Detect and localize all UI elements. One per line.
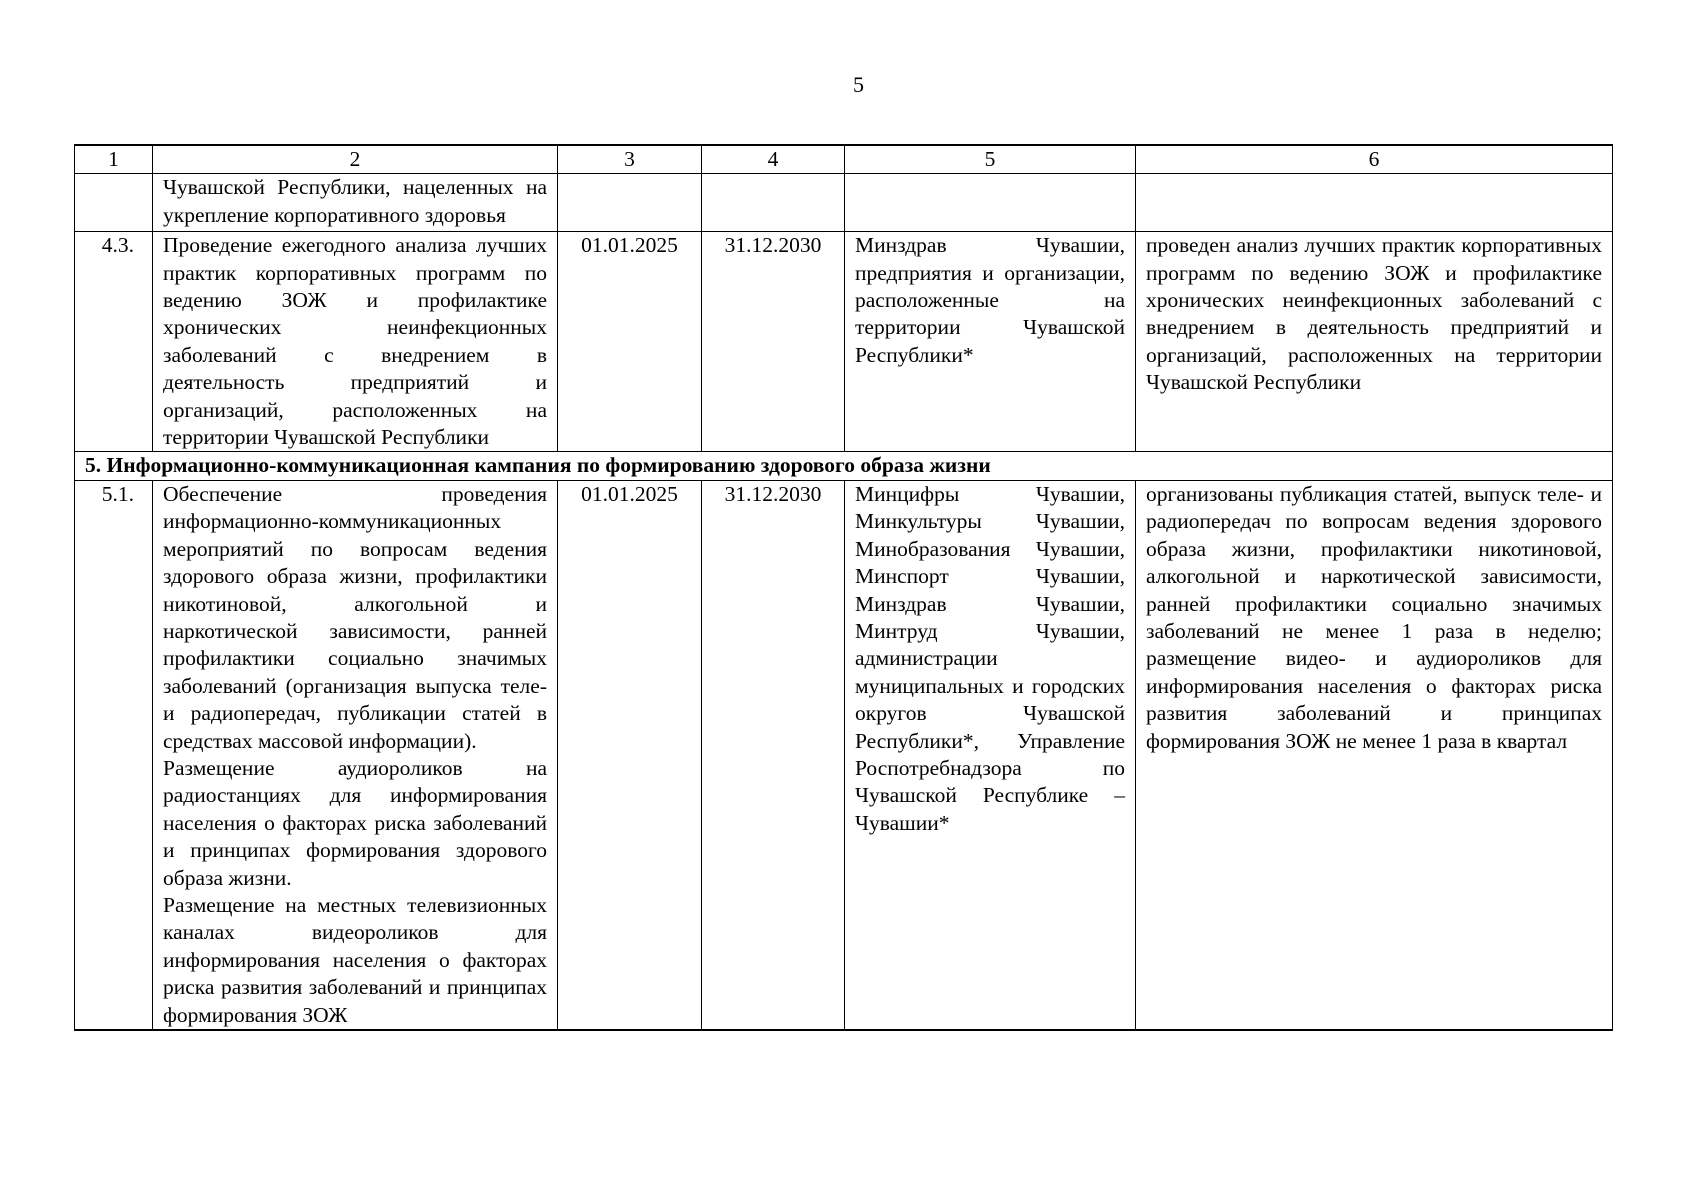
column-header-3: 3	[558, 145, 702, 174]
column-header-5: 5	[845, 145, 1136, 174]
cell-end-date: 31.12.2030	[702, 232, 845, 452]
cell-executors: Минздрав Чувашии, предприятия и организации, расположенные на территории Чувашской Республики*	[845, 232, 1136, 452]
cell-result: проведен анализ лучших практик корпоративных программ по ведению ЗОЖ и профилактике хронических неинфекционных заболеваний с внедрением в деятельность предприятий и организаций, расположенных на территории Чувашской Республики	[1136, 232, 1613, 452]
table-row-continuation	[75, 174, 1613, 232]
cell-num: 5.1.	[75, 480, 153, 1030]
section-header-row	[75, 452, 1613, 480]
cell-result	[1136, 174, 1613, 232]
column-header-4: 4	[702, 145, 845, 174]
cell-executors	[845, 174, 1136, 232]
cell-start	[558, 174, 702, 232]
table-header-row	[75, 145, 1613, 174]
cell-start-date: 01.01.2025	[558, 480, 702, 1030]
cell-title: Проведение ежегодного анализа лучших практик корпоративных программ по ведению ЗОЖ и профилактике хронических неинфекционных заболеваний с внедрением в деятельность предприятий и организаций, расположенных на территории Чувашской Республики	[153, 232, 558, 452]
page-number: 5	[853, 72, 864, 97]
title-paragraph: Обеспечение проведения информационно-коммуникационных мероприятий по вопросам ведения здорового образа жизни, профилактики никотиновой, алкогольной и наркотической зависимости, ранней профилактики социально значимых заболеваний (организация выпуска теле- и радиопередач, публикации статей в средствах массовой информации).	[163, 481, 547, 753]
column-header-1: 1	[75, 145, 153, 174]
cell-title	[153, 480, 558, 1030]
column-header-6: 6	[1136, 145, 1613, 174]
cell-title: Чувашской Республики, нацеленных на укрепление корпоративного здоровья	[153, 174, 558, 232]
table-row-5-1	[75, 480, 1613, 1030]
section-title: 5. Информационно-коммуникационная кампания по формированию здорового образа жизни	[75, 452, 1613, 480]
cell-end-date: 31.12.2030	[702, 480, 845, 1030]
cell-start-date: 01.01.2025	[558, 232, 702, 452]
cell-num: 4.3.	[75, 232, 153, 452]
column-header-2: 2	[153, 145, 558, 174]
title-paragraph: Размещение аудиороликов на радиостанциях для информирования населения о факторах риска заболеваний и принципах формирования здорового образа жизни.	[163, 755, 547, 890]
cell-result: организованы публикация статей, выпуск теле- и радиопередач по вопросам ведения здорового образа жизни, профилактики никотиновой, алкогольной и наркотической зависимости, ранней профилактики социально значимых заболеваний не менее 1 раза в неделю; размещение видео- и аудиороликов для информирования населения о факторах риска развития заболеваний и принципах формирования ЗОЖ не менее 1 раза в квартал	[1136, 480, 1613, 1030]
cell-num	[75, 174, 153, 232]
title-paragraph: Размещение на местных телевизионных каналах видеороликов для информирования населения о факторах риска развития заболеваний и принципах формирования ЗОЖ	[163, 892, 547, 1027]
cell-executors: Минцифры Чувашии, Минкультуры Чувашии, Минобразования Чувашии, Минспорт Чувашии, Минздрав Чувашии, Минтруд Чувашии, администрации муниципальных и городских округов Чувашской Республики*, Управление Роспотребнадзора по Чувашской Республике – Чувашии*	[845, 480, 1136, 1030]
table-row-4-3	[75, 232, 1613, 452]
cell-end	[702, 174, 845, 232]
measures-table	[74, 144, 1613, 1031]
